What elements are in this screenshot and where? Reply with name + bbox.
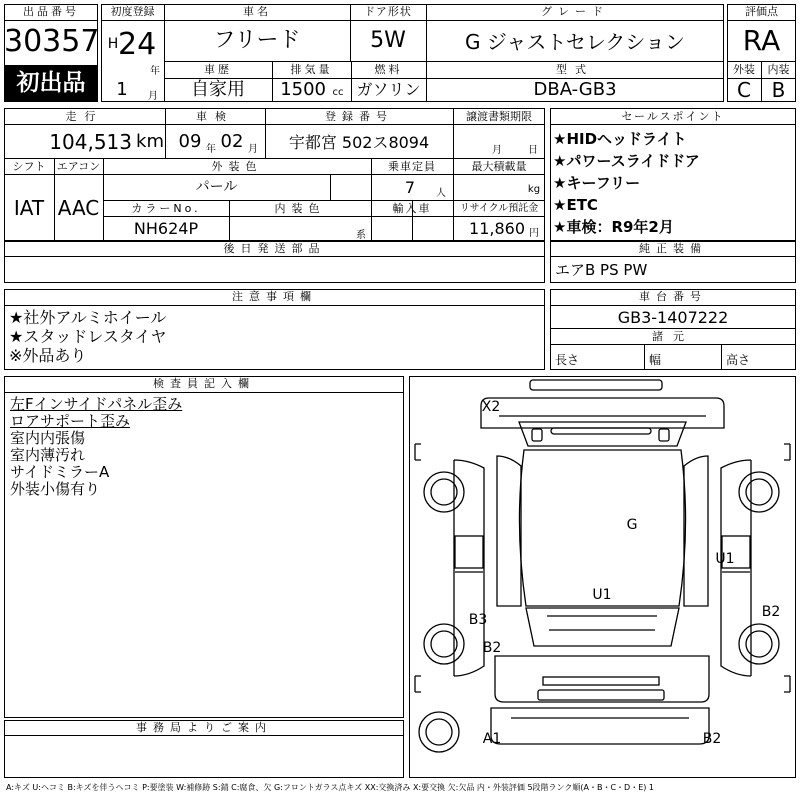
reg-year: 24 bbox=[118, 27, 157, 62]
recycle-label: リサイクル預託金 bbox=[459, 203, 539, 214]
shift-label: シフト bbox=[12, 160, 46, 173]
car-name: フリード bbox=[213, 28, 301, 53]
grade-value: G ジャストセレクション bbox=[464, 30, 686, 54]
genuine-equipment-value: エアB PS PW bbox=[555, 261, 648, 279]
import-label: 輸入車 bbox=[392, 202, 432, 215]
caution-list bbox=[9, 308, 167, 365]
chassis-value: GB3-1407222 bbox=[617, 308, 729, 327]
inspector-item: 左Fインサイドパネル歪み bbox=[10, 395, 183, 413]
chassis-title: 車台番号 bbox=[639, 290, 707, 303]
caution-item: ★スタッドレスタイヤ bbox=[9, 327, 167, 346]
reg-month: 1 bbox=[116, 79, 128, 100]
history-label: 車歴 bbox=[204, 63, 232, 76]
ext-color-label: 外装色 bbox=[211, 160, 263, 173]
door-label: ドア形状 bbox=[364, 5, 412, 18]
mileage-unit: km bbox=[136, 131, 164, 152]
transfer-day-unit: 日 bbox=[528, 145, 538, 156]
mark-b3: B3 bbox=[468, 612, 488, 628]
width-label: 幅 bbox=[649, 353, 662, 367]
displacement-unit: cc bbox=[332, 87, 344, 98]
lot-number: 30357 bbox=[4, 24, 100, 59]
exterior-grade: C bbox=[737, 78, 751, 102]
capacity-label: 乗車定員 bbox=[388, 160, 436, 173]
mileage-value: 104,513 bbox=[49, 130, 132, 154]
inspector-item: 外装小傷有り bbox=[10, 480, 101, 498]
inspection-month-unit: 月 bbox=[248, 144, 258, 155]
int-color-unit: 系 bbox=[356, 230, 366, 241]
sales-point-item: ★パワースライドドア bbox=[553, 152, 700, 170]
plate-label: 登録番号 bbox=[325, 110, 393, 123]
caution-title: 注意事項欄 bbox=[232, 290, 317, 303]
recycle-value: 11,860 bbox=[469, 219, 525, 238]
mark-u1-center: U1 bbox=[592, 587, 612, 603]
interior-label: 内装 bbox=[767, 63, 790, 76]
max-load-label: 最大積載量 bbox=[471, 160, 527, 173]
displacement-value: 1500 bbox=[280, 79, 326, 100]
capacity-unit: 人 bbox=[436, 188, 446, 199]
inspector-title: 検査員記入欄 bbox=[153, 377, 255, 390]
genuine-equipment-title: 純正装備 bbox=[639, 242, 707, 255]
sales-point-item: ★キーフリー bbox=[553, 174, 641, 192]
sales-point-item: ★HIDヘッドライト bbox=[553, 130, 687, 148]
capacity-value: 7 bbox=[404, 178, 416, 197]
transfer-label: 譲渡書類期限 bbox=[466, 110, 532, 123]
first-reg-label: 初度登録 bbox=[110, 5, 155, 18]
history-value: 自家用 bbox=[191, 79, 245, 100]
rating-value: RA bbox=[742, 24, 781, 57]
inspector-item: ロアサポート歪み bbox=[10, 412, 131, 430]
mark-a1: A1 bbox=[482, 731, 502, 747]
aircon-label: エアコン bbox=[56, 160, 101, 173]
legend: A:キズ U:ヘコミ B:キズを伴うヘコミ P:要塗装 W:補修跡 S:錆 C:腐食、欠 G:フロントガラス点キズ XX:交換済み X:要交換 欠:欠品 内・外装評価 5段階ランク順(A・B・C・D・E) 1 bbox=[6, 783, 655, 792]
first-listing-text: 初出品 bbox=[16, 70, 86, 96]
car-name-label: 車名 bbox=[243, 5, 271, 18]
color-no-label: カラーNo. bbox=[131, 202, 201, 215]
era-letter: H bbox=[107, 36, 119, 52]
mileage-label: 走行 bbox=[65, 110, 104, 123]
model-label: 型式 bbox=[556, 63, 594, 76]
color-no-value: NH624P bbox=[133, 219, 199, 238]
inspector-list bbox=[10, 396, 182, 498]
car-diagram bbox=[409, 376, 796, 778]
mark-b2-left: B2 bbox=[482, 640, 502, 656]
reg-year-unit: 年 bbox=[150, 66, 160, 77]
transfer-month-unit: 月 bbox=[492, 145, 502, 156]
dims-title: 諸元 bbox=[652, 330, 694, 343]
rating-label: 評価点 bbox=[745, 5, 778, 18]
mark-b2-right: B2 bbox=[761, 604, 781, 620]
grade-label: グレード bbox=[541, 5, 609, 18]
lot-number-label: 出品番号 bbox=[23, 5, 79, 18]
reg-month-unit: 月 bbox=[148, 91, 158, 102]
fuel-value: ガソリン bbox=[356, 80, 421, 99]
inspection-month: 02 bbox=[220, 131, 244, 152]
caution-item: ※外品あり bbox=[9, 346, 87, 365]
later-parts-title: 後日発送部品 bbox=[223, 242, 326, 255]
plate-value: 宇都宮 502ス8094 bbox=[288, 133, 430, 152]
aircon-value: AAC bbox=[57, 196, 100, 220]
inspection-year-unit: 年 bbox=[206, 144, 216, 155]
recycle-unit: 円 bbox=[529, 228, 539, 239]
mark-x2: X2 bbox=[481, 399, 501, 415]
inspector-item: 室内薄汚れ bbox=[10, 446, 86, 464]
sales-points-list bbox=[553, 128, 793, 238]
interior-grade: B bbox=[771, 78, 786, 102]
inspection-label: 車検 bbox=[196, 110, 234, 123]
fuel-label: 燃料 bbox=[374, 63, 403, 76]
length-label: 長さ bbox=[555, 353, 580, 367]
caution-item: ★社外アルミホイール bbox=[9, 308, 167, 327]
height-label: 高さ bbox=[726, 353, 751, 367]
exterior-label: 外装 bbox=[733, 63, 755, 76]
mark-u1-right: U1 bbox=[715, 551, 735, 567]
door-value: 5W bbox=[370, 28, 406, 53]
displacement-label: 排気量 bbox=[290, 63, 333, 76]
office-title: 事務局よりご案内 bbox=[136, 721, 272, 734]
sales-points-title: セールスポイント bbox=[621, 110, 725, 123]
shift-value: IAT bbox=[13, 196, 45, 220]
inspection-year: 09 bbox=[178, 131, 202, 152]
inspector-item: 室内内張傷 bbox=[10, 429, 86, 447]
sales-point-item: ★ETC bbox=[553, 196, 598, 214]
model-value: DBA-GB3 bbox=[533, 79, 617, 100]
mark-b2-bottom: B2 bbox=[702, 731, 722, 747]
mark-g: G bbox=[626, 517, 638, 533]
sales-point-item: ★車検：R9年2月 bbox=[553, 218, 674, 236]
max-load-unit: kg bbox=[527, 184, 541, 195]
inspector-item: サイドミラーA bbox=[10, 463, 110, 481]
ext-color-value: パール bbox=[195, 179, 238, 195]
int-color-label: 内装色 bbox=[274, 202, 326, 215]
